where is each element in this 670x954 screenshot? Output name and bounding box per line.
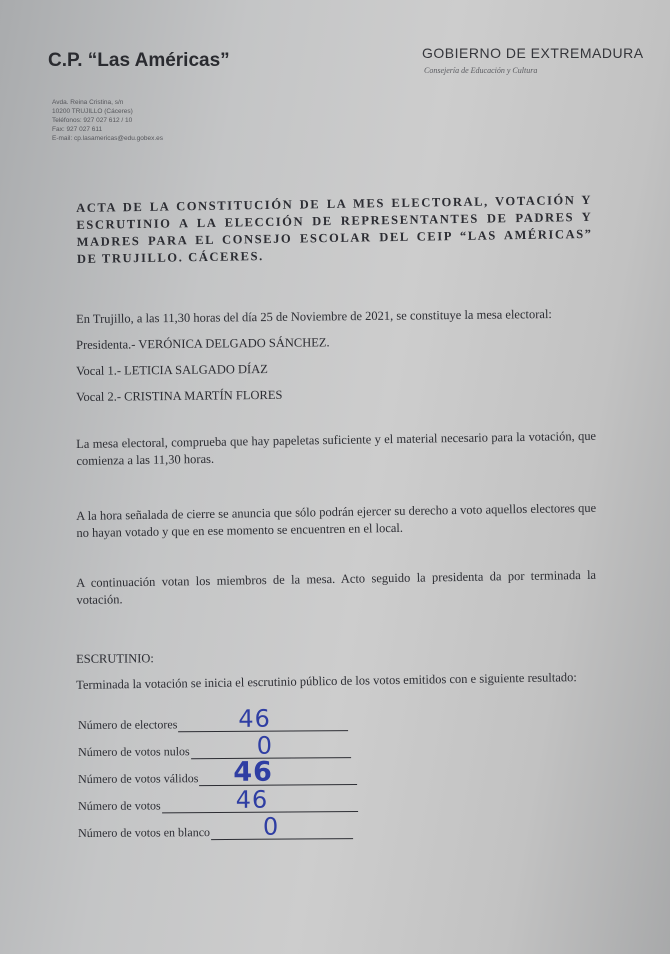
result-label: Número de votos nulos <box>78 744 190 759</box>
scrutiny-intro: Terminada la votación se inicia el escrutinio público de los votos emitidos con e siguiente resultado: <box>76 670 577 692</box>
handwritten-value: 0 <box>256 731 274 760</box>
document-heading: ACTA DE LA CONSTITUCIÓN DE LA MES ELECTORAL, VOTACIÓN Y ESCRUTINIO A LA ELECCIÓN DE REPRESENTANTES DE PADRES Y MADRES PARA EL CONSEJO ESCOLAR DEL CEIP “LAS AMÉRICAS” DE TRUJILLO. CÁCERES. <box>76 192 593 266</box>
member-vocal-2: Vocal 2.- CRISTINA MARTÍN FLORES <box>76 387 283 404</box>
paragraph-members-vote: A continuación votan los miembros de la mesa. Acto seguido la presidenta da por terminada la votación. <box>76 567 597 607</box>
result-votos-validos <box>78 756 357 788</box>
result-label: Número de electores <box>78 717 178 732</box>
handwritten-value: 0 <box>262 812 280 841</box>
result-electores <box>78 704 348 733</box>
member-vocal-1: Vocal 1.- LETICIA SALGADO DÍAZ <box>76 361 268 378</box>
paragraph-materials: La mesa electoral, comprueba que hay papeletas suficiente y el material necesario para la votación, que comienza a las 11,30 horas. <box>76 428 597 468</box>
intro-text: En Trujillo, a las 11,30 horas del día 25 de Noviembre de 2021, se constituye la mesa electoral: <box>76 307 552 326</box>
result-votos-nulos <box>78 731 351 760</box>
result-blank <box>178 704 348 733</box>
result-votos-blanco <box>78 812 353 841</box>
result-blank <box>199 756 357 788</box>
handwritten-value: 46 <box>238 704 271 733</box>
result-votos <box>78 785 358 814</box>
school-address <box>52 98 163 143</box>
paragraph-closing: A la hora señalada de cierre se anuncia que sólo podrán ejercer su derecho a voto aquellos electores que no hayan votado y que en ese momento se encuentren en el local. <box>76 500 597 540</box>
result-blank <box>211 812 353 841</box>
scrutiny-title: ESCRUTINIO: <box>76 651 154 666</box>
handwritten-value: 46 <box>233 756 274 788</box>
handwritten-value: 46 <box>235 785 269 814</box>
government-name: GOBIERNO DE EXTREMADURA <box>422 45 644 61</box>
result-blank <box>162 785 358 814</box>
result-label: Número de votos en blanco <box>78 825 211 840</box>
result-label: Número de votos <box>78 798 161 813</box>
address-line: E-mail: cp.lasamericas@edu.gobex.es <box>52 135 164 142</box>
address-line: 10200 TRUJILLO (Cáceres) <box>52 108 133 115</box>
member-president: Presidenta.- VERÓNICA DELGADO SÁNCHEZ. <box>76 335 330 352</box>
address-line: Teléfonos: 927 027 612 / 10 <box>52 117 133 124</box>
consejeria-name: Consejería de Educación y Cultura <box>424 66 538 75</box>
address-line: Avda. Reina Cristina, s/n <box>52 99 124 106</box>
school-name: C.P. “Las Américas” <box>48 50 230 71</box>
address-line: Fax: 927 027 611 <box>52 126 103 133</box>
result-label: Número de votos válidos <box>78 771 199 786</box>
